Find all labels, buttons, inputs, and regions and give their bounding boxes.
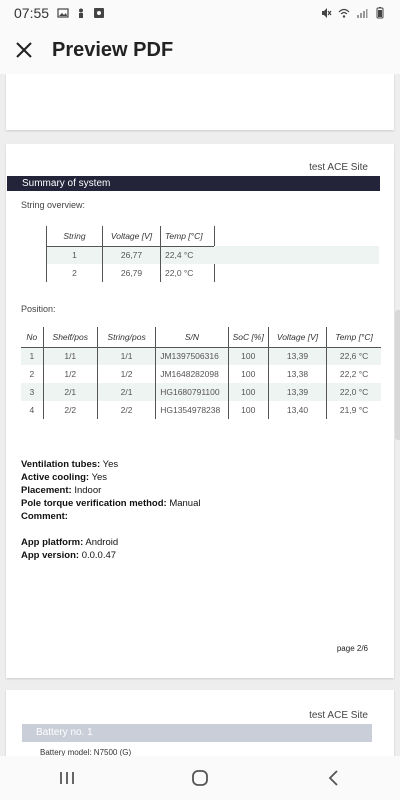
table-cell: 100 (228, 365, 268, 383)
table-cell: 13,38 (268, 365, 326, 383)
table-cell: 2/2 (43, 401, 97, 419)
table-cell: 26,79 (103, 264, 161, 282)
table-row (21, 365, 381, 383)
table-cell: 22,4 °C (161, 246, 215, 264)
section-title-bar: Summary of system (7, 176, 380, 191)
table-cell: 22,2 °C (327, 365, 381, 383)
wifi-icon (338, 7, 350, 19)
recent-apps-icon (58, 770, 76, 786)
string-overview-label: String overview: (21, 200, 86, 210)
table-header: Voltage [V] (268, 327, 326, 347)
table-header: Shelf/pos (43, 327, 97, 347)
table-cell: 2/1 (43, 383, 97, 401)
scroll-handle[interactable] (395, 310, 400, 440)
info-value: Yes (91, 472, 108, 483)
navigation-bar (0, 756, 400, 800)
table-header: Temp [°C] (161, 226, 215, 246)
info-line (21, 536, 118, 549)
site-name-next: test ACE Site (309, 710, 368, 721)
table-cell: 100 (228, 347, 268, 365)
info-line (21, 549, 118, 562)
signal-icon (356, 7, 368, 19)
table-cell: 13,39 (268, 347, 326, 365)
table-cell: JM1397506316 (156, 347, 228, 365)
info-value: Manual (169, 498, 201, 509)
system-details (21, 458, 201, 523)
table-cell: 100 (228, 383, 268, 401)
table-cell: 100 (228, 401, 268, 419)
table-row (21, 383, 381, 401)
info-label: Comment: (21, 511, 68, 522)
table-cell: HG1680791100 (156, 383, 228, 401)
recent-apps-button[interactable] (47, 758, 87, 798)
table-header: Temp [°C] (327, 327, 381, 347)
home-icon (191, 769, 209, 787)
status-time: 07:55 (14, 5, 50, 21)
table-row (21, 347, 381, 365)
info-label: Active cooling: (21, 472, 90, 483)
table-cell: JM1648282098 (156, 365, 228, 383)
info-line (21, 484, 201, 497)
home-button[interactable] (180, 758, 220, 798)
table-row (47, 246, 215, 264)
table-header: String/pos (97, 327, 155, 347)
table-cell: 1/2 (43, 365, 97, 383)
table-cell: 1 (29, 351, 35, 362)
back-button[interactable] (313, 758, 353, 798)
table-cell: 13,39 (268, 383, 326, 401)
table-cell: 4 (29, 405, 35, 415)
info-value: Yes (102, 459, 119, 470)
pdf-page-next (6, 690, 394, 756)
table-cell: 26,77 (103, 246, 161, 264)
row-highlight-extension (214, 246, 379, 264)
pdf-preview-area[interactable] (0, 74, 400, 756)
info-line (21, 510, 201, 523)
info-label: App version: (21, 550, 80, 561)
info-value: Indoor (74, 485, 102, 496)
section-title-bar-next: Battery no. 1 (22, 724, 372, 742)
table-cell: 21,9 °C (327, 401, 381, 419)
app-info (21, 536, 118, 562)
table-header: No (26, 331, 38, 342)
status-icons-left (57, 7, 105, 19)
info-label: Placement: (21, 485, 72, 496)
table-header: Voltage [V] (103, 226, 161, 246)
site-name: test ACE Site (309, 162, 368, 173)
pdf-page-previous (6, 74, 394, 130)
pdf-page-main (6, 144, 394, 678)
info-label: Pole torque verification method: (21, 498, 167, 509)
status-icons-right (320, 7, 386, 19)
info-value: 0.0.0.47 (81, 550, 117, 561)
partial-line: Battery model: N7500 (G) (40, 748, 132, 756)
table-cell: 1/2 (97, 365, 155, 383)
info-label: Ventilation tubes: (21, 459, 101, 470)
position-table (21, 327, 381, 419)
table-header: S/N (156, 327, 228, 347)
info-line (21, 497, 201, 510)
table-row (21, 401, 381, 419)
table-cell: 22,6 °C (327, 347, 381, 365)
table-cell: 2/2 (97, 401, 155, 419)
table-cell: 22,0 °C (327, 383, 381, 401)
table-cell: 3 (29, 387, 35, 397)
table-cell: 1/1 (43, 347, 97, 365)
info-label: App platform: (21, 537, 84, 548)
position-label: Position: (21, 304, 56, 314)
table-cell: HG1354978238 (156, 401, 228, 419)
table-cell: 2/1 (97, 383, 155, 401)
close-button[interactable] (12, 38, 36, 62)
battery-icon (374, 7, 386, 19)
table-cell: 2 (47, 264, 103, 282)
person-icon (75, 7, 87, 19)
table-cell: 22,0 °C (161, 264, 215, 282)
table-cell: 2 (29, 369, 35, 379)
table-cell: 1/1 (97, 347, 155, 365)
status-bar (0, 0, 400, 26)
info-line (21, 458, 201, 471)
info-value: Android (85, 537, 119, 548)
table-header: SoC [%] (228, 327, 268, 347)
close-icon (15, 41, 33, 59)
mute-icon (320, 7, 332, 19)
image-icon (57, 7, 69, 19)
table-cell: 13,40 (268, 401, 326, 419)
square-app-icon (93, 7, 105, 19)
back-icon (326, 769, 340, 787)
table-header: String (47, 226, 103, 246)
table-row (47, 264, 215, 282)
page-title: Preview PDF (52, 38, 174, 61)
page-number: page 2/6 (336, 644, 368, 653)
table-cell: 1 (47, 246, 103, 264)
string-overview-table (46, 226, 215, 282)
app-bar (0, 26, 400, 74)
info-line (21, 471, 201, 484)
